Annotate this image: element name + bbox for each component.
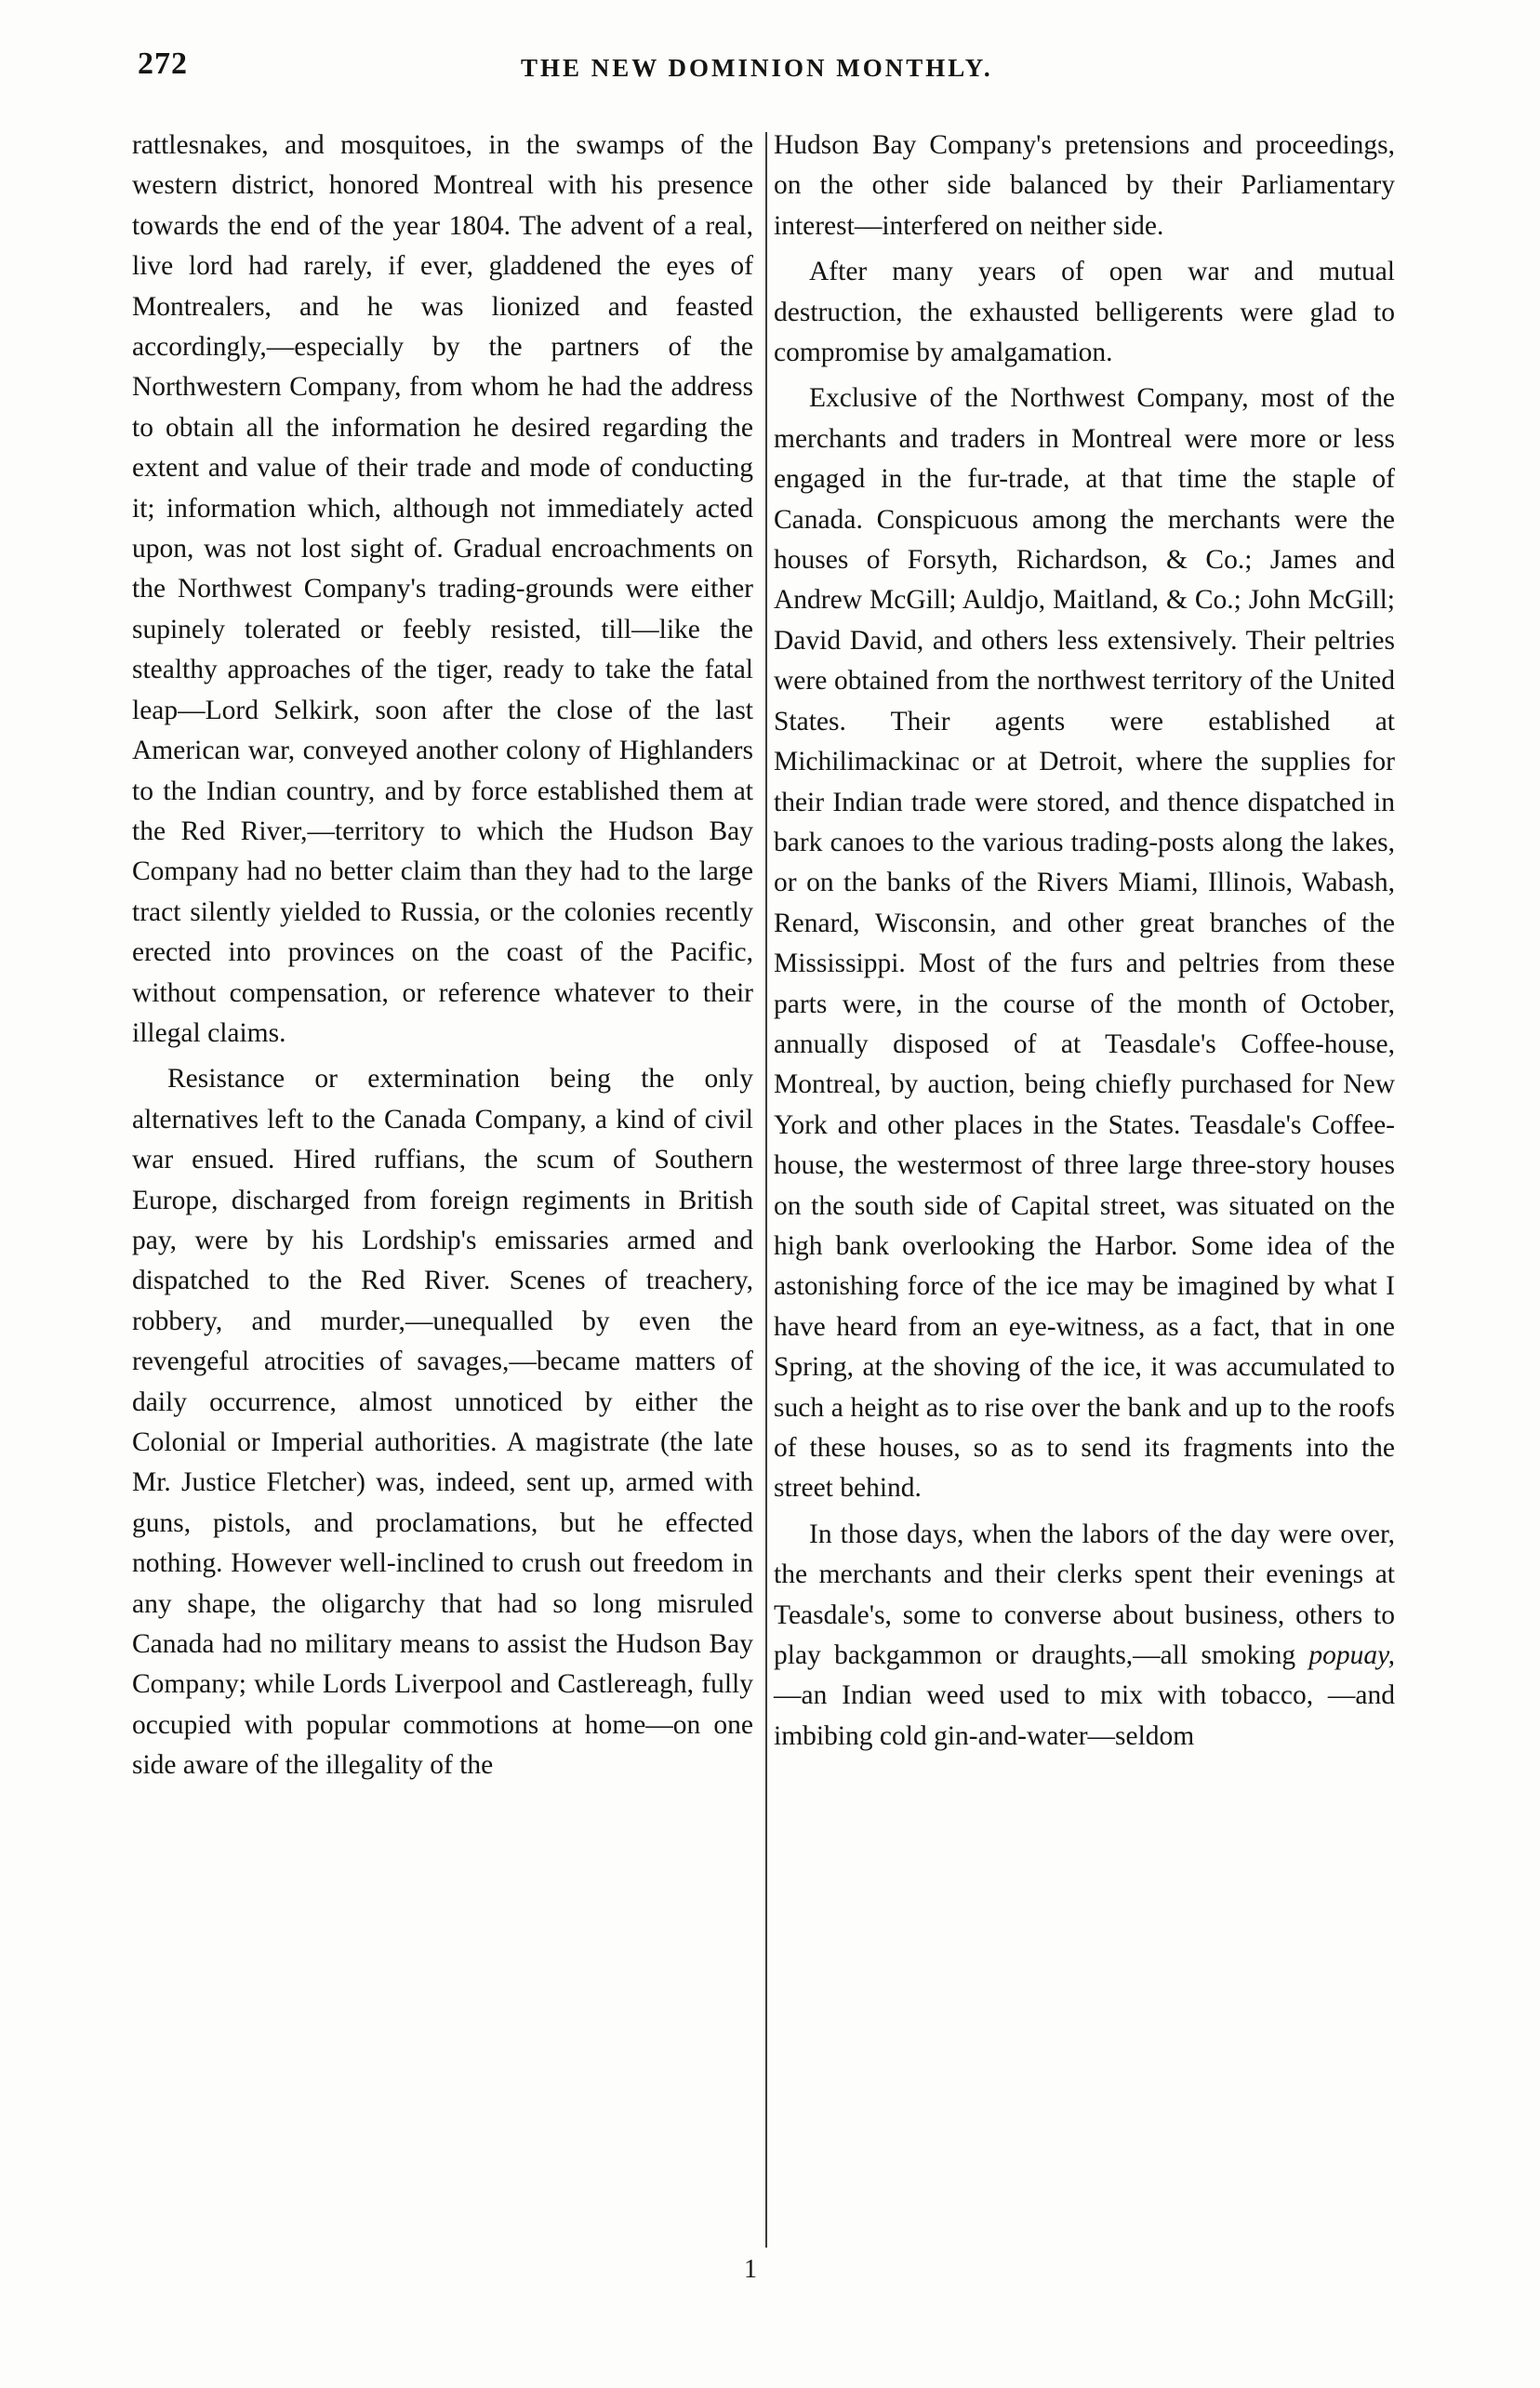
left-paragraph-1: rattlesnakes, and mosquitoes, in the swamps of the western district, honored Montreal with his presence towards the end of the year 1804. The advent of a real, live lord had rarely, if ever, gladdened the eyes of Montrealers, and he was lionized and feasted accordingly,—especially by the partners of the Northwestern Company, from whom he had the address to obtain all the information he desired regarding the extent and value of their trade and mode of conducting it; information which, although not immediately acted upon, was not lost sight of. Gradual encroachments on the Northwest Company's trading-grounds were either supinely tolerated or feebly resisted, till—like the stealthy approaches of the tiger, ready to take the fatal leap—Lord Selkirk, soon after the close of the last American war, conveyed another colony of Highlanders to the Indian country, and by force established them at the Red River,—territory to which the Hudson Bay Company had no better claim than they had to the large tract silently yielded to Russia, or the colonies recently erected into provinces on the coast of the Pacific, without compensation, or reference whatever to their illegal claims. [132,130,753,1048]
signature-mark: 1 [744,2255,757,2284]
right-paragraph-4-end: —an Indian weed used to mix with tobacco, —and imbibing cold gin-and-water—seldom [774,1680,1395,1751]
page-number: 272 [138,46,188,81]
left-column [132,126,753,1786]
right-paragraph-2: After many years of open war and mutual destruction, the exhausted belligerents were glad to compromise by amalgamation. [774,257,1395,368]
left-paragraph-2: Resistance or extermination being the only alternatives left to the Canada Company, a kind of civil war ensued. Hired ruffians, the scum of Southern Europe, discharged from foreign regiments in British pay, were by his Lordship's emissaries armed and dispatched to the Red River. Scenes of treachery, robbery, and murder,—unequalled by even the revengeful atrocities of savages,—became matters of daily occurrence, almost unnoticed by either the Colonial or Imperial authorities. A magistrate (the late Mr. Justice Fletcher) was, indeed, sent up, armed with guns, pistols, and proclamations, but he effected nothing. However well-inclined to crush out freedom in any shape, the oligarchy that had so long misruled Canada had no military means to assist the Hudson Bay Company; while Lords Liverpool and Castlereagh, fully occupied with popular commotions at home—on one side aware of the illegality of the [132,1064,753,1781]
right-column [774,126,1395,1757]
right-paragraph-3: Exclusive of the Northwest Company, most of the merchants and traders in Montreal were more or less engaged in the fur-trade, at that time the staple of Canada. Conspicuous among the merchants were the houses of Forsyth, Richardson, & Co.; James and Andrew McGill; Auldjo, Maitland, & Co.; John McGill; David David, and others less extensively. Their peltries were obtained from the northwest territory of the United States. Their agents were established at Michilimackinac or at Detroit, where the supplies for their Indian trade were stored, and thence dispatched in bark canoes to the various trading-posts along the lakes, or on the banks of the Rivers Miami, Illinois, Wabash, Renard, Wisconsin, and other great branches of the Mississippi. Most of the furs and peltries from these parts were, in the course of the month of October, annually disposed of at Teasdale's Coffee-house, Montreal, by auction, being chiefly purchased for New York and other places in the States. Teasdale's Coffee-house, the westermost of three large three-story houses on the south side of Capital street, was situated on the high bank overlooking the Harbor. Some idea of the astonishing force of the ice may be imagined by what I have heard from an eye-witness, as a fact, that in one Spring, at the shoving of the ice, it was accumulated to such a height as to rise over the bank and up to the roofs of these houses, so as to send its fragments into the street behind. [774,383,1395,1504]
right-paragraph-4 [774,1515,1395,1757]
column-rule [765,132,767,2248]
right-paragraph-1: Hudson Bay Company's pretensions and proceedings, on the other side balanced by their Parliamentary interest—interfered on neither side. [774,130,1395,241]
italic-word-popuay: popuay, [1308,1640,1395,1671]
running-title: THE NEW DOMINION MONTHLY. [521,54,993,82]
right-paragraph-4-start: In those days, when the labors of the day were over, the merchants and their clerks spent their evenings at Teasdale's, some to converse about business, others to play backgammon or draughts,—all smoking [774,1519,1395,1671]
